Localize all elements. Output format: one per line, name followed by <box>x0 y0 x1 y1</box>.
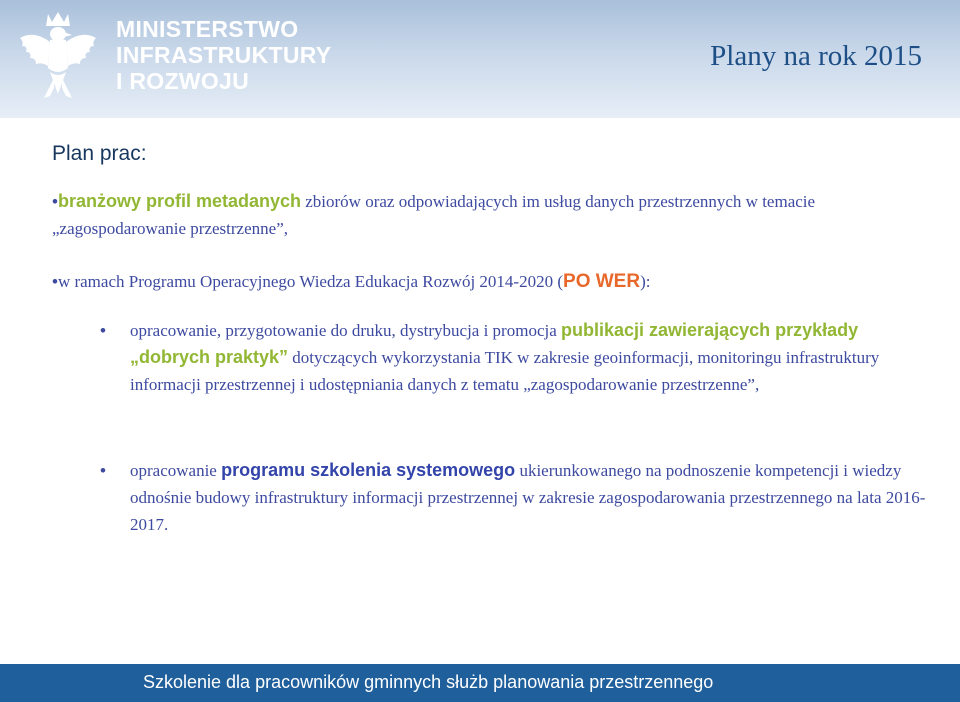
eagle-emblem-icon <box>14 8 102 106</box>
ministry-line-2: INFRASTRUKTURY <box>116 42 332 68</box>
bullet-icon: • <box>100 321 106 340</box>
ministry-line-1: MINISTERSTWO <box>116 16 299 42</box>
highlight-training-program: programu szkolenia systemowego <box>221 460 516 480</box>
plan-title: Plan prac: <box>52 142 147 165</box>
highlight-metadata-profile: branżowy profil metadanych <box>57 191 301 211</box>
bullet-icon: • <box>52 192 58 211</box>
bullet-icon: • <box>52 272 58 291</box>
bullet-text-after: ): <box>640 272 651 291</box>
footer-text: Szkolenie dla pracowników gminnych służb planowania przestrzennego <box>143 672 714 692</box>
bullet-item-metadata-profile <box>52 188 912 242</box>
sub-text-before: opracowanie <box>130 461 222 480</box>
sub-bullet-training-program <box>100 457 935 538</box>
slide-header <box>0 0 960 118</box>
highlight-po-wer: PO WER <box>563 271 641 292</box>
sub-text-after: dotyczących wykorzystania TIK w zakresie geoinformacji, monitoringu infrastruktury informacji przestrzennej i udostępniania danych z tematu „zagospodarowanie przestrzenne”, <box>130 348 880 394</box>
ministry-line-3: I ROZWOJU <box>116 68 250 94</box>
ministry-name <box>116 16 331 94</box>
bullet-text: zbiorów oraz odpowiadających im usług danych przestrzennych w temacie „zagospodarowanie przestrzenne”, <box>52 192 816 238</box>
slide-body <box>0 118 960 664</box>
sub-text-before: opracowanie, przygotowanie do druku, dystrybucja i promocja <box>130 321 562 340</box>
bullet-item-po-wer <box>52 268 912 295</box>
slide-title: Plany na rok 2015 <box>710 40 922 72</box>
highlight-publications: publikacji zawierających przykłady „dobrych praktyk” <box>130 320 859 367</box>
sub-bullet-publications <box>100 317 935 398</box>
sub-text-after: ukierunkowanego na podnoszenie kompetencji i wiedzy odnośnie budowy infrastruktury informacji przestrzennej w zakresie zagospodarowania przestrzennego na lata 2016-2017. <box>130 461 926 534</box>
bullet-icon: • <box>100 461 106 480</box>
slide-footer <box>0 664 960 702</box>
bullet-text-before: w ramach Programu Operacyjnego Wiedza Edukacja Rozwój 2014-2020 ( <box>57 272 564 291</box>
